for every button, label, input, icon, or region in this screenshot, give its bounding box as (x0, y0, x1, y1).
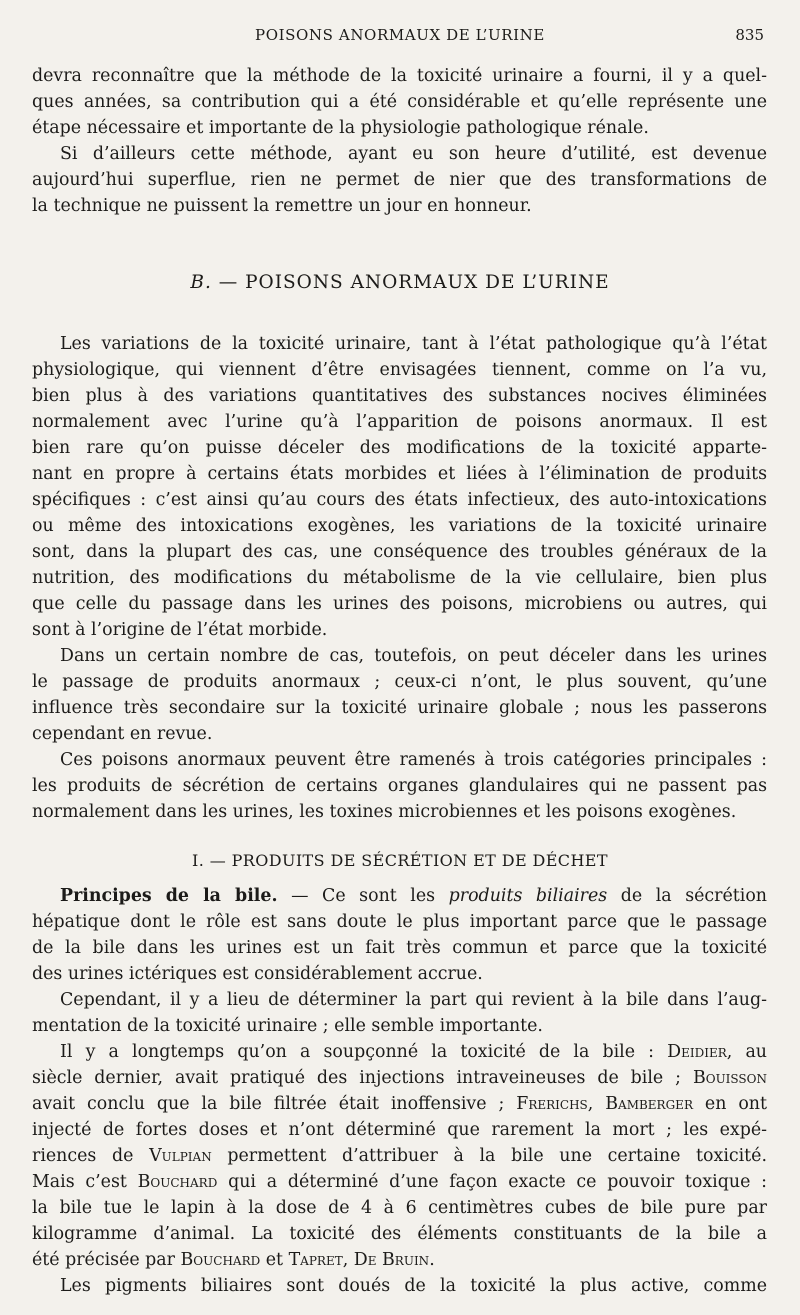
text-line: hépatique dont le rôle est sans doute le plus important parce que le passage (32, 912, 767, 932)
text-line: kilogramme d’animal. La toxicité des éléments constituants de la bile a (32, 1224, 767, 1244)
text-run: — Ce sont les (277, 886, 449, 906)
section-title-text: — POISONS ANORMAUX DE L’URINE (211, 272, 610, 293)
author-name: Tapret (288, 1250, 343, 1270)
text-run: , (587, 1094, 606, 1114)
text-run: de la sécrétion (607, 886, 767, 906)
text-run: siècle dernier, avait pratiqué des injections intraveineuses de bile ; (32, 1068, 693, 1088)
text-line: la bile tue le lapin à la dose de 4 à 6 centimètres cubes de bile pure par (32, 1198, 767, 1218)
page-number: 835 (735, 26, 764, 44)
text-line: nutrition, des modifications du métabolisme de la vie cellulaire, bien plus (32, 568, 767, 588)
text-line: étape nécessaire et importante de la physiologie pathologique rénale. (32, 118, 649, 138)
text-line: ques années, sa contribution qui a été considérable et qu’elle représente une (32, 92, 767, 112)
text-line: la technique ne puissent la remettre un jour en honneur. (32, 196, 532, 216)
text-line: injecté de fortes doses et n’ont déterminé que rarement la mort ; les expé- (32, 1120, 767, 1140)
text-line: spécifiques : c’est ainsi qu’au cours des états infectieux, des auto-intoxications (32, 490, 767, 510)
running-title: POISONS ANORMAUX DE L’URINE (255, 26, 545, 44)
text-run: . (429, 1250, 435, 1270)
text-line: physiologique, qui viennent d’être envisagées tiennent, comme on l’a vu, (32, 360, 767, 380)
text-line: bien rare qu’on puisse déceler des modifications de la toxicité apparte- (32, 438, 767, 458)
section-heading (0, 272, 800, 293)
subsection-heading: I. — PRODUITS DE SÉCRÉTION ET DE DÉCHET (192, 851, 608, 870)
text-line (32, 1065, 767, 1091)
text-line: Dans un certain nombre de cas, toutefois, on peut déceler dans les urines (60, 646, 767, 666)
text-line: Les variations de la toxicité urinaire, tant à l’état pathologique qu’à l’état (60, 334, 767, 354)
text-run: et (260, 1250, 289, 1270)
text-line: les produits de sécrétion de certains organes glandulaires qui ne passent pas (32, 776, 767, 796)
text-line (32, 1247, 767, 1273)
text-line: bien plus à des variations quantitatives des substances nocives éliminées (32, 386, 767, 406)
text-line: de la bile dans les urines est un fait très commun et parce que la toxicité (32, 938, 767, 958)
text-line: mentation de la toxicité urinaire ; elle semble importante. (32, 1016, 543, 1036)
text-run: qui a déterminé d’une façon exacte ce pouvoir toxique : (217, 1172, 767, 1192)
text-line: nant en propre à certains états morbides et liées à l’élimination de produits (32, 464, 767, 484)
author-name: Vulpian (149, 1146, 212, 1166)
author-name: Frerichs (516, 1094, 588, 1114)
text-run: , (342, 1250, 354, 1270)
text-line: Cependant, il y a lieu de déterminer la part qui revient à la bile dans l’aug- (60, 990, 767, 1010)
text-line: cependant en revue. (32, 724, 213, 744)
author-name: Bamberger (605, 1094, 693, 1114)
text-line: ou même des intoxications exogènes, les variations de la toxicité urinaire (32, 516, 767, 536)
text-run: été précisée par (32, 1250, 181, 1270)
text-line: normalement avec l’urine qu’à l’apparition de poisons anormaux. Il est (32, 412, 767, 432)
author-name: Bouisson (692, 1068, 767, 1088)
author-name: Deidier (667, 1042, 727, 1062)
author-name: De Bruin (353, 1250, 430, 1270)
author-name: Bouchard (137, 1172, 218, 1192)
text-run: Mais c’est (32, 1172, 138, 1192)
running-header (0, 26, 800, 50)
text-line (32, 1143, 767, 1169)
text-line (60, 883, 767, 909)
text-run: avait conclu que la bile filtrée était inoffensive ; (32, 1094, 517, 1114)
text-line (32, 1169, 767, 1195)
text-run: Il y a longtemps qu’on a soupçonné la toxicité de la bile : (60, 1042, 668, 1062)
text-run: permettent d’attribuer à la bile une certaine toxicité. (211, 1146, 767, 1166)
text-line: sont, dans la plupart des cas, une conséquence des troubles généraux de la (32, 542, 767, 562)
text-line (32, 1091, 767, 1117)
author-name: Bouchard (180, 1250, 261, 1270)
text-line: le passage de produits anormaux ; ceux-ci n’ont, le plus souvent, qu’une (32, 672, 767, 692)
run-in-heading: Principes de la bile. (60, 886, 278, 906)
text-line: normalement dans les urines, les toxines microbiennes et les poisons exogènes. (32, 802, 737, 822)
text-run: riences de (32, 1146, 150, 1166)
text-line: Les pigments biliaires sont doués de la toxicité la plus active, comme (60, 1276, 767, 1296)
italic-term: produits biliaires (448, 886, 608, 906)
text-line (60, 1039, 767, 1065)
text-line: influence très secondaire sur la toxicité urinaire globale ; nous les passerons (32, 698, 767, 718)
text-line: Si d’ailleurs cette méthode, ayant eu son heure d’utilité, est devenue (60, 144, 767, 164)
text-line: Ces poisons anormaux peuvent être ramenés à trois catégories principales : (60, 750, 767, 770)
text-line: aujourd’hui superflue, rien ne permet de nier que des transformations de (32, 170, 767, 190)
text-line: des urines ictériques est considérablement accrue. (32, 964, 483, 984)
text-run: en ont (692, 1094, 767, 1114)
text-line: sont à l’origine de l’état morbide. (32, 620, 328, 640)
section-letter: B. (190, 272, 212, 293)
text-line: devra reconnaître que la méthode de la toxicité urinaire a fourni, il y a quel- (32, 66, 767, 86)
text-run: , au (726, 1042, 768, 1062)
text-line: que celle du passage dans les urines des poisons, microbiens ou autres, qui (32, 594, 767, 614)
